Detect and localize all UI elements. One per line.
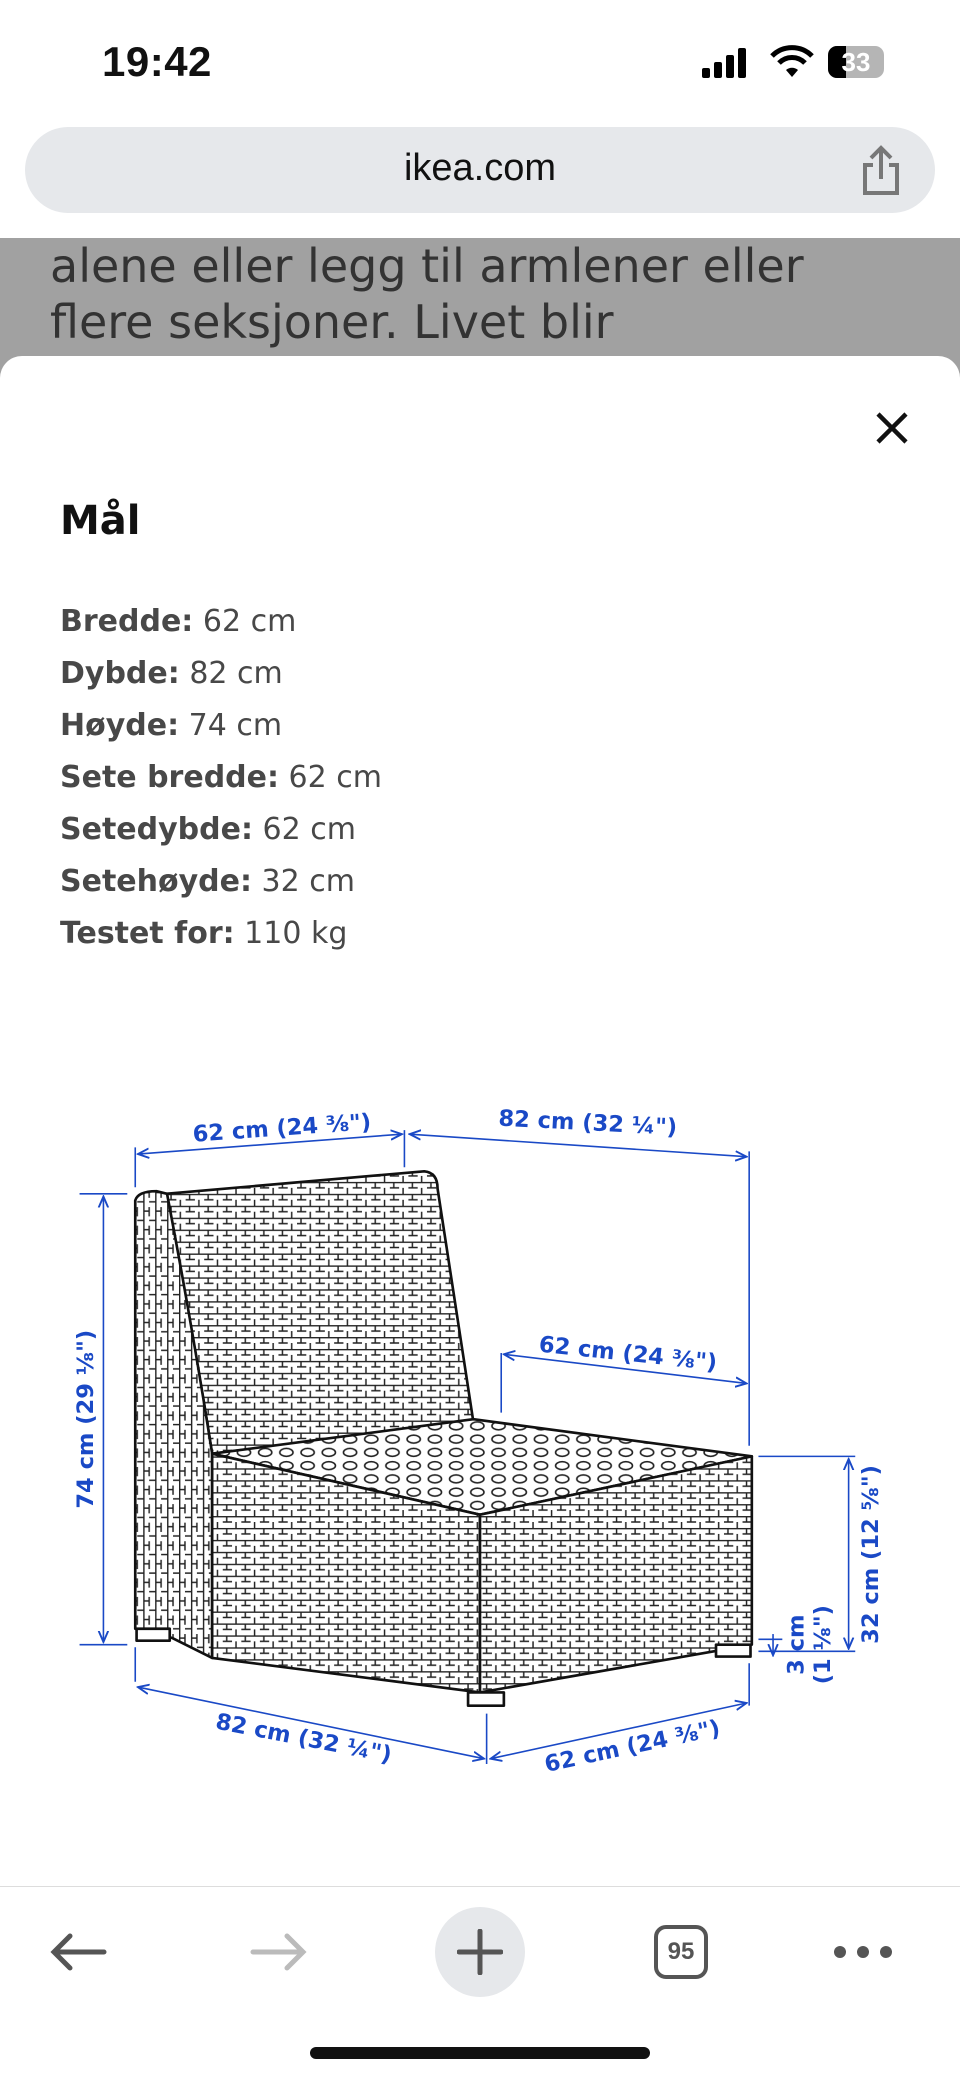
dimension-label-bottom-depth: 82 cm (32 ¼") xyxy=(213,1708,394,1769)
back-button[interactable] xyxy=(33,1907,123,1997)
spec-value: 62 cm xyxy=(202,604,297,639)
dimension-label-seat-height: 32 cm (12 ⅝") xyxy=(857,1465,884,1644)
spec-value: 82 cm xyxy=(189,656,283,691)
spec-label: Setehøyde: xyxy=(60,864,252,899)
share-icon[interactable] xyxy=(859,145,903,197)
url-text[interactable]: ikea.com xyxy=(403,147,557,189)
spec-row xyxy=(60,648,382,700)
clock: 19:42 xyxy=(102,38,212,85)
dimension-label-leg-height: 3 cm xyxy=(783,1614,810,1675)
chair-leg xyxy=(468,1692,504,1705)
battery-level: 33 xyxy=(841,47,871,77)
sheet-title: Mål xyxy=(60,498,141,544)
status-bar xyxy=(0,0,960,110)
spec-label: Høyde: xyxy=(60,708,180,743)
home-indicator xyxy=(310,2047,650,2059)
dimension-label-top-depth: 82 cm (32 ¼") xyxy=(497,1105,678,1141)
dimension-label-bottom-width: 62 cm (24 ⅜") xyxy=(542,1715,723,1778)
forward-button[interactable] xyxy=(234,1907,324,1997)
dimension-label-leg-height-inch: (1 ⅛") xyxy=(810,1605,837,1685)
spec-value: 32 cm xyxy=(261,864,355,899)
background-text-line: alene eller legg til armlener eller xyxy=(50,239,804,293)
spec-label: Setedybde: xyxy=(60,812,253,847)
dimension-diagram xyxy=(0,1061,960,1804)
spec-row xyxy=(60,804,382,856)
chair-leg xyxy=(716,1645,750,1657)
close-icon[interactable] xyxy=(870,406,914,450)
arrow-right-icon xyxy=(249,1932,309,1972)
tab-count: 95 xyxy=(654,1925,708,1979)
wifi-icon xyxy=(770,44,814,78)
tabs-button[interactable] xyxy=(636,1907,726,1997)
spec-row xyxy=(60,752,382,804)
spec-value: 74 cm xyxy=(188,708,283,743)
spec-label: Testet for: xyxy=(60,916,235,951)
chair-back xyxy=(166,1171,474,1453)
more-button[interactable] xyxy=(818,1907,908,1997)
spec-row xyxy=(60,856,382,908)
plus-icon xyxy=(457,1929,503,1975)
battery-icon xyxy=(828,46,884,78)
spec-label: Dybde: xyxy=(60,656,180,691)
address-bar[interactable] xyxy=(25,127,935,213)
background-text-line: flere seksjoner. Livet blir xyxy=(50,295,614,349)
dimension-label-top-width: 62 cm (24 ⅜") xyxy=(191,1109,372,1148)
spec-list xyxy=(60,596,382,960)
spec-label: Sete bredde: xyxy=(60,760,279,795)
spec-label: Bredde: xyxy=(60,604,194,639)
spec-value: 62 cm xyxy=(262,812,356,847)
spec-value: 110 kg xyxy=(244,916,348,951)
spec-row xyxy=(60,908,382,960)
new-tab-button[interactable] xyxy=(435,1907,525,1997)
spec-row xyxy=(60,700,382,752)
arrow-left-icon xyxy=(48,1932,108,1972)
dimension-label-height: 74 cm (29 ⅛") xyxy=(72,1329,99,1509)
cellular-signal-icon xyxy=(702,48,750,78)
dimension-label-seat-depth: 62 cm (24 ⅜") xyxy=(537,1331,719,1377)
spec-row xyxy=(60,596,382,648)
chair-illustration xyxy=(135,1171,752,1705)
spec-value: 62 cm xyxy=(288,760,382,795)
chair-leg xyxy=(137,1629,170,1641)
more-icon xyxy=(833,1945,893,1959)
